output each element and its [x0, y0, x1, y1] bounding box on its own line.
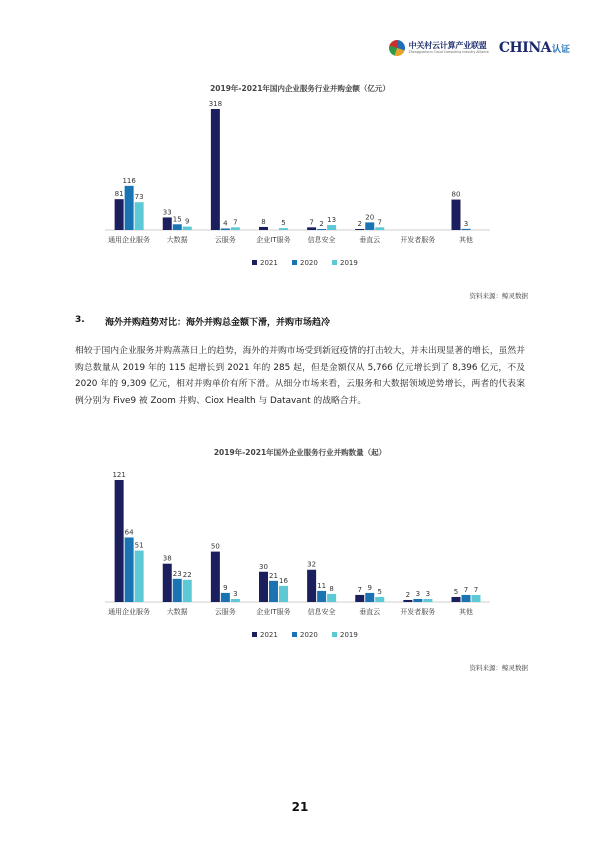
data-label-2019-5: 7 [377, 218, 382, 227]
bar-2019-1 [183, 227, 192, 230]
category-label-4: 信息安全 [307, 236, 336, 244]
bar-2021-7 [452, 200, 461, 230]
data-label-2019-2: 3 [233, 589, 238, 598]
data-label-2021-4: 32 [307, 560, 317, 569]
data-label-2020-5: 20 [365, 213, 375, 222]
data-label-2019-1: 9 [185, 217, 190, 226]
data-label-2020-6: 3 [415, 589, 421, 598]
bar-2019-7 [472, 595, 481, 602]
china-logo-sub: 认证 [551, 44, 570, 55]
data-label-2019-6: 3 [425, 589, 431, 598]
category-label-2: 云服务 [214, 608, 236, 616]
bar-2019-2 [231, 227, 240, 230]
bar-2021-4 [307, 227, 316, 230]
alliance-logo-english: Zhongguancun Cloud Computing Industry Alliance [408, 49, 489, 54]
legend-label-2021: 2021 [260, 631, 278, 639]
alliance-logo-name: 中关村云计算产业联盟 [408, 40, 487, 50]
bar-2020-7 [462, 229, 471, 230]
bar-2020-1 [173, 224, 182, 230]
data-label-2019-0: 51 [134, 541, 144, 550]
data-label-2020-7: 3 [463, 219, 469, 228]
legend-swatch-2020 [292, 632, 297, 637]
data-label-2020-2: 9 [223, 583, 228, 592]
bar-2019-0 [135, 202, 144, 230]
chart1-source: 资料来源：鲸灵数据 [469, 292, 528, 300]
data-label-2019-4: 8 [329, 584, 334, 593]
bar-2021-1 [163, 564, 172, 602]
data-label-2019-7: 7 [473, 585, 479, 594]
bar-2019-0 [135, 551, 144, 602]
bar-2021-0 [115, 480, 124, 602]
section-heading [75, 315, 330, 328]
bar-2021-5 [355, 595, 364, 602]
category-label-4: 信息安全 [307, 608, 336, 616]
data-label-2020-0: 116 [122, 176, 136, 185]
data-label-2020-5: 9 [367, 583, 372, 592]
data-label-2020-3: 21 [269, 571, 278, 580]
data-label-2021-1: 38 [162, 554, 172, 563]
bar-2019-5 [375, 227, 384, 230]
data-label-2021-4: 7 [309, 218, 314, 227]
data-label-2019-4: 13 [327, 216, 337, 225]
category-label-2: 云服务 [214, 236, 236, 244]
bar-2021-0 [115, 199, 124, 230]
legend-swatch-2021 [252, 260, 257, 265]
bar-2021-4 [307, 570, 316, 602]
data-label-2021-1: 33 [162, 208, 172, 217]
data-label-2020-2: 4 [223, 219, 228, 228]
category-label-3: 企业IT服务 [256, 236, 291, 244]
bar-2020-3 [269, 581, 278, 602]
bar-2020-0 [125, 186, 134, 230]
legend-label-2019: 2019 [340, 631, 358, 639]
bar-2019-4 [327, 594, 336, 602]
category-label-5: 垂直云 [359, 608, 381, 616]
data-label-2020-1: 23 [172, 569, 182, 578]
data-label-2020-7: 7 [463, 585, 469, 594]
data-label-2021-2: 318 [208, 100, 223, 108]
bar-2020-4 [317, 229, 326, 230]
data-label-2021-2: 50 [210, 542, 220, 551]
chart2-title: 2019年-2021年国外企业服务行业并购数量（起） [213, 448, 387, 457]
data-label-2021-3: 30 [259, 562, 268, 571]
bar-2021-2 [211, 552, 220, 602]
category-label-7: 其他 [458, 236, 473, 244]
data-label-2020-1: 15 [172, 215, 182, 224]
data-label-2019-5: 5 [377, 587, 382, 596]
header-logos [389, 40, 570, 56]
data-label-2021-7: 5 [453, 587, 459, 596]
category-label-6: 开发者服务 [400, 608, 436, 616]
china-logo-text: CHINA [498, 40, 551, 56]
data-label-2021-0: 121 [112, 471, 126, 479]
bar-2019-2 [231, 599, 240, 602]
bar-2019-3 [279, 228, 288, 230]
alliance-logo [389, 40, 489, 56]
overseas-ma-count-chart [0, 462, 600, 652]
legend-label-2019: 2019 [340, 259, 358, 267]
data-label-2021-5: 7 [357, 585, 362, 594]
category-label-0: 通用企业服务 [108, 608, 151, 616]
legend-swatch-2021 [252, 632, 257, 637]
legend-swatch-2020 [292, 260, 297, 265]
legend-label-2021: 2021 [260, 259, 278, 267]
category-label-7: 其他 [458, 608, 473, 616]
legend-label-2020: 2020 [300, 259, 318, 267]
bar-2021-5 [355, 229, 364, 230]
bar-2021-3 [259, 572, 268, 602]
bar-2020-7 [462, 595, 471, 602]
china-cert-logo [499, 40, 570, 56]
data-label-2021-5: 2 [357, 220, 362, 228]
bar-2020-4 [317, 591, 326, 602]
bar-2021-6 [403, 600, 412, 602]
bar-2020-5 [365, 222, 374, 230]
data-label-2020-4: 11 [317, 581, 327, 590]
legend-label-2020: 2020 [300, 631, 318, 639]
category-label-1: 大数据 [166, 236, 188, 244]
category-label-0: 通用企业服务 [108, 236, 151, 244]
section-number: 3. [75, 315, 85, 325]
bar-2020-5 [365, 593, 374, 602]
body-paragraph: 相较于国内企业服务并购蒸蒸日上的趋势，海外的并购市场受到新冠疫情的打击较大，并未出现显著的增长，虽然并购总数量从 2019 年的 115 起增长到 2021 年的 285 起，但是金额仅从 5,766 亿元增长到了 8,396 亿元，不及 2020 年的 9,309 亿元，相对并购单价有所下滑。从细分市场来看，云服务和大数据领域逆势增长，两者的代表案例分别为 Five9 被 Zoom 并购、Ciox Health 与 Datavant 的战略合并。 [75, 346, 525, 406]
chart2-source: 资料来源：鲸灵数据 [469, 664, 528, 672]
category-label-1: 大数据 [166, 608, 188, 616]
data-label-2021-6: 2 [405, 590, 411, 599]
section-title: 海外并购趋势对比：海外并购总金额下滑，并购市场趋冷 [105, 318, 331, 328]
bar-2020-6 [413, 599, 422, 602]
data-label-2021-7: 80 [451, 190, 461, 199]
data-label-2020-0: 64 [124, 528, 134, 537]
bar-2019-1 [183, 580, 192, 602]
bar-2020-2 [221, 593, 230, 602]
data-label-2019-3: 5 [281, 219, 286, 228]
bar-2019-6 [423, 599, 432, 602]
bar-2019-4 [327, 225, 336, 230]
bar-2021-2 [211, 109, 220, 230]
page-number: 21 [291, 800, 309, 814]
domestic-ma-amount-chart [0, 96, 600, 276]
chart1-title: 2019年-2021年国内企业服务行业并购金额（亿元） [210, 84, 390, 93]
alliance-logo-icon [389, 40, 405, 56]
data-label-2019-3: 16 [279, 576, 288, 585]
data-label-2021-0: 81 [114, 190, 124, 199]
legend-swatch-2019 [332, 632, 337, 637]
category-label-3: 企业IT服务 [256, 608, 291, 616]
bar-2019-5 [375, 597, 384, 602]
legend-swatch-2019 [332, 260, 337, 265]
bar-2021-1 [163, 217, 172, 230]
data-label-2019-1: 22 [182, 570, 192, 579]
category-label-5: 垂直云 [359, 236, 381, 244]
bar-2019-3 [279, 586, 288, 602]
data-label-2019-2: 7 [233, 218, 238, 227]
bar-2020-1 [173, 579, 182, 602]
bar-2021-7 [452, 597, 461, 602]
data-label-2021-3: 8 [261, 217, 266, 226]
data-label-2020-4: 2 [319, 220, 324, 228]
bar-2020-0 [125, 537, 134, 602]
bar-2020-2 [221, 228, 230, 230]
data-label-2019-0: 73 [134, 193, 144, 202]
category-label-6: 开发者服务 [400, 236, 436, 244]
bar-2021-3 [259, 227, 268, 230]
